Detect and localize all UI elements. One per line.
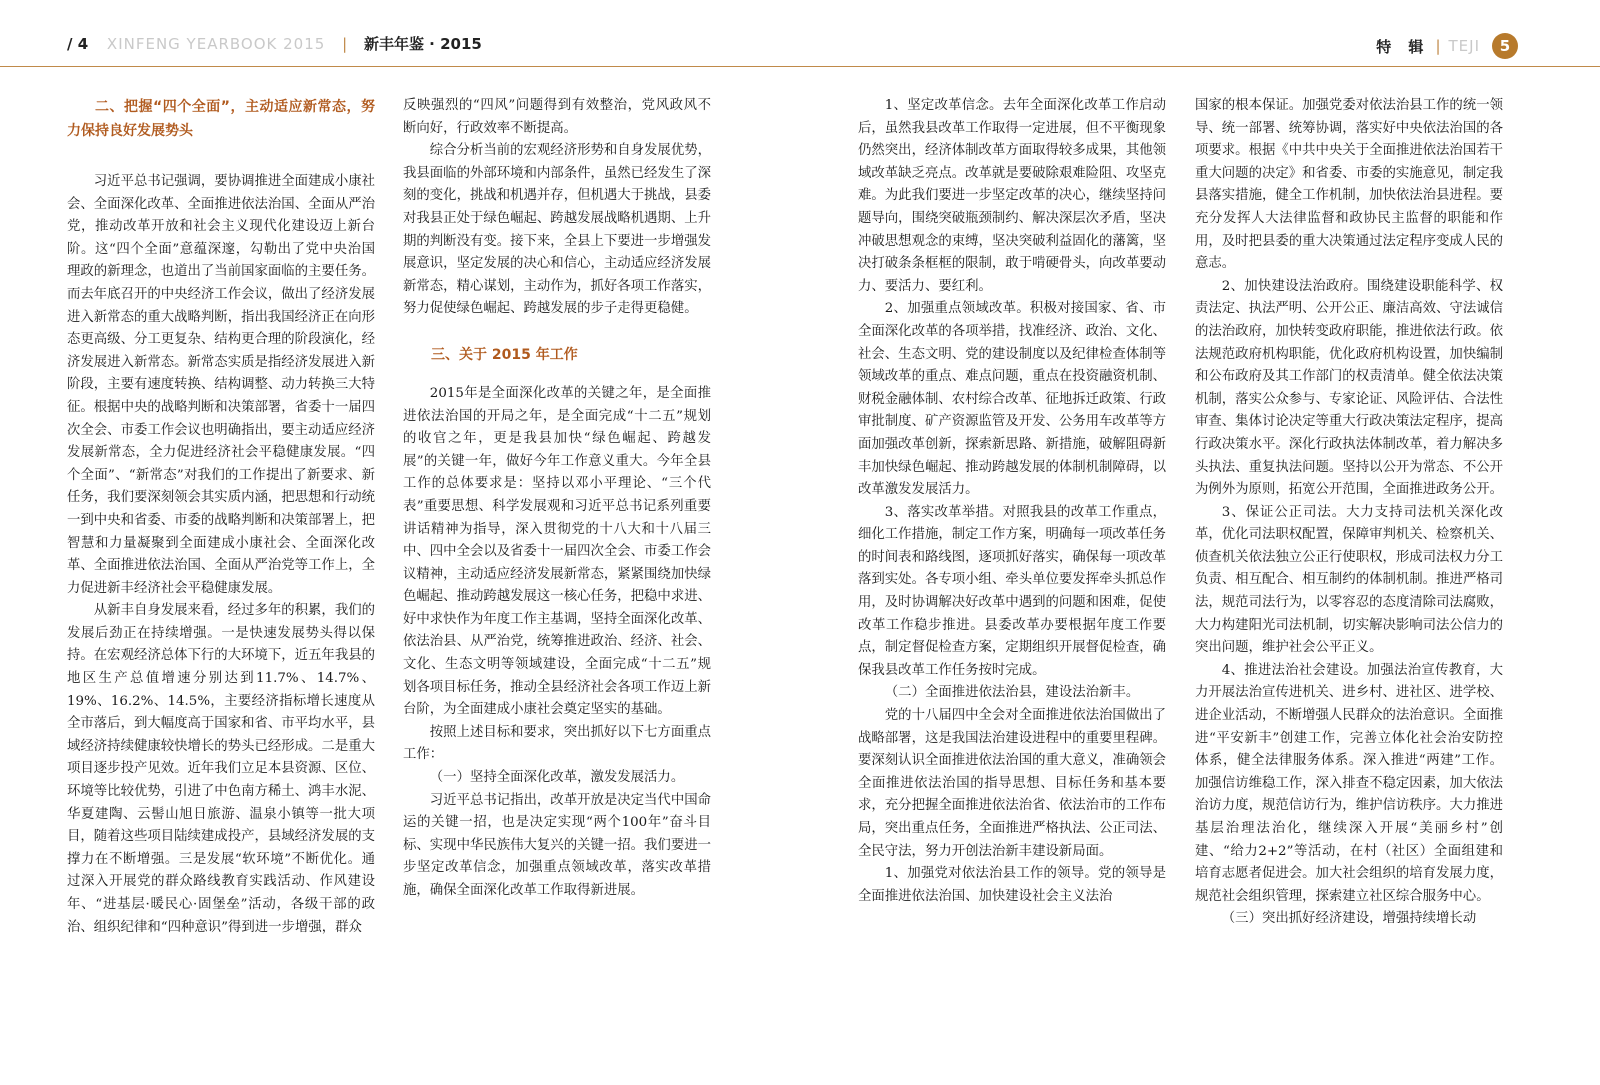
subheading: （一）坚持全面深化改革，激发发展活力。	[429, 770, 685, 786]
paragraph: 反映强烈的“四风”问题得到有效整治，党风政风不断向好，行政效率不断提高。	[403, 98, 711, 136]
column-2	[403, 95, 711, 1025]
paragraph: 1、坚定改革信念。去年全面深化改革工作启动后，虽然我县改革工作取得一定进展，但不平衡现象仍然突出，经济体制改革方面取得较多成果，其他领域改革缺乏亮点。改革就是要破除艰难险阻、攻坚克难。为此我们要进一步坚定改革的决心，继续坚持问题导向，围绕突破瓶颈制约、解决深层次矛盾，坚决冲破思想观念的束缚，坚决突破利益固化的藩篱，坚决打破条条框框的限制，敢于啃硬骨头，向改革要动力、要活力、要红利。	[858, 98, 1166, 294]
right-header-cn-title: 特 辑	[1376, 37, 1430, 56]
left-page-header	[67, 33, 482, 54]
paragraph: 2015年是全面深化改革的关键之年，是全面推进依法治国的开局之年，是全面完成“十二五”规划的收官之年，更是我县加快“绿色崛起、跨越发展”的关键一年，做好今年工作意义重大。今年全县工作的总体要求是：坚持以邓小平理论、“三个代表”重要思想、科学发展观和习近平总书记系列重要讲话精神为指导，深入贯彻党的十八大和十八届三中、四中全会以及省委十一届四次全会、市委工作会议精神，主动适应经济发展新常态，紧紧围绕加快绿色崛起、推动跨越发展这一核心任务，把稳中求进、好中求快作为年度工作主基调，坚持全面深化改革、依法治县、从严治党，统筹推进政治、经济、社会、文化、生态文明等领域建设，全面完成“十二五”规划各项目标任务，推动全县经济社会各项工作迈上新台阶，为全面建成小康社会奠定坚实的基础。	[403, 385, 711, 718]
section-2-heading: 二、把握“四个全面”，主动适应新常态，努力保持良好发展势头	[67, 99, 375, 139]
section-3-heading: 三、关于 2015 年工作	[431, 346, 578, 363]
paragraph: 党的十八届四中全会对全面推进依法治国做出了战略部署，这是我国法治建设进程中的重要里程碑。要深刻认识全面推进依法治国的重大意义，准确领会全面推进依法治国的指导思想、目标任务和基本要求，充分把握全面推进依法治省、依法治市的工作布局，突出重点任务，全面推进严格执法、公正司法、全民守法，努力开创法治新丰建设新局面。	[858, 708, 1166, 859]
paragraph: 国家的根本保证。加强党委对依法治县工作的统一领导、统一部署、统筹协调，落实好中央依法治国的各项要求。根据《中共中央关于全面推进依法治国若干重大问题的决定》和省委、市委的实施意见，制定我县落实措施，健全工作机制，加快依法治县进程。要充分发挥人大法律监督和政协民主监督的职能和作用，及时把县委的重大决策通过法定程序变成人民的意志。	[1195, 98, 1503, 272]
paragraph: 3、落实改革举措。对照我县的改革工作重点，细化工作措施，制定工作方案，明确每一项改革任务的时间表和路线图，逐项抓好落实，确保每一项改革落到实处。各专项小组、牵头单位要发挥牵头抓总作用，及时协调解决好改革中遇到的问题和困难，促使改革工作稳步推进。县委改革办要根据年度工作要点，制定督促检查方案，定期组织开展督促检查，确保我县改革工作任务按时完成。	[858, 504, 1166, 678]
right-page-number-badge: 5	[1492, 33, 1518, 59]
left-page-number: / 4	[67, 35, 89, 53]
paragraph: 习近平总书记指出，改革开放是决定当代中国命运的关键一招，也是决定实现“两个100年”奋斗目标、实现中华民族伟大复兴的关键一招。我们要进一步坚定改革信念，加强重点领域改革，落实改革措施，确保全面深化改革工作取得新进展。	[403, 792, 711, 898]
column-3	[858, 95, 1166, 1025]
paragraph: 2、加快建设法治政府。围绕建设职能科学、权责法定、执法严明、公开公正、廉洁高效、守法诚信的法治政府，加快转变政府职能，推进依法行政。依法规范政府机构职能，优化政府机构设置，加快编制和公布政府及其工作部门的权责清单。健全依法决策机制，落实公众参与、专家论证、风险评估、合法性审查、集体讨论决定等重大行政决策法定程序，提高行政决策水平。深化行政执法体制改革，着力解决多头执法、重复执法问题。坚持以公开为常态、不公开为例外为原则，拓宽公开范围，全面推进政务公开。	[1195, 278, 1503, 498]
paragraph: 1、加强党对依法治县工作的领导。党的领导是全面推进依法治国、加快建设社会主义法治	[858, 866, 1166, 904]
header-separator-right: |	[1435, 37, 1441, 55]
right-header-en-title: TEJI	[1448, 37, 1480, 55]
paragraph: 4、推进法治社会建设。加强法治宣传教育，大力开展法治宣传进机关、进乡村、进社区、进学校、进企业活动，不断增强人民群众的法治意识。全面推进“平安新丰”创建工作，完善立体化社会治安防控体系，健全法律服务体系。深入推进“两建”工作。加强信访维稳工作，深入排查不稳定因素，加大依法治访力度，规范信访行为，维护信访秩序。大力推进基层治理法治化，继续深入开展“美丽乡村”创建、“给力2+2”等活动，在村（社区）全面组建和培育志愿者促进会。加大社会组织的培育发展力度，规范社会组织管理，探索建立社区综合服务中心。	[1195, 662, 1503, 904]
subheading: （三）突出抓好经济建设，增强持续增长动	[1221, 911, 1477, 927]
paragraph: 综合分析当前的宏观经济形势和自身发展优势，我县面临的外部环境和内部条件，虽然已经发生了深刻的变化，挑战和机遇并存，但机遇大于挑战，县委对我县正处于绿色崛起、跨越发展战略机遇期、上升期的判断没有变。接下来，全县上下要进一步增强发展意识，坚定发展的决心和信心，主动适应经济发展新常态，精心谋划，主动作为，抓好各项工作落实，努力促使绿色崛起、跨越发展的步子走得更稳健。	[403, 143, 711, 317]
right-page-header	[1376, 33, 1518, 59]
paragraph: 2、加强重点领域改革。积极对接国家、省、市全面深化改革的各项举措，找准经济、政治、文化、社会、生态文明、党的建设制度以及纪律检查体制等领域改革的重点、难点问题，重点在投资融资机制、财税金融体制、农村综合改革、征地拆迁政策、行政审批制度、矿产资源监管及开发、公务用车改革等方面加强改革创新，探索新思路、新措施，破解阻碍新丰加快绿色崛起、推动跨越发展的体制机制障碍，以改革激发发展活力。	[858, 301, 1166, 498]
column-1	[67, 95, 375, 1025]
left-header-en-title: XINFENG YEARBOOK 2015	[106, 35, 326, 53]
left-header-cn-title: 新丰年鉴 · 2015	[363, 35, 482, 53]
header-rule	[0, 66, 1600, 67]
paragraph: 按照上述目标和要求，突出抓好以下七方面重点工作：	[403, 724, 711, 763]
paragraph: 从新丰自身发展来看，经过多年的积累，我们的发展后劲正在持续增强。一是快速发展势头得以保持。在宏观经济总体下行的大环境下，近五年我县的地区生产总值增速分别达到11.7%、14.7%、19%、16.2%、14.5%，主要经济指标增长速度从全市落后，到大幅度高于国家和省、市平均水平，县域经济持续健康较快增长的势头已经形成。二是重大项目逐步投产见效。近年我们立足本县资源、区位、环境等比较优势，引进了中色南方稀土、鸿丰水泥、华夏建陶、云髻山旭日旅游、温泉小镇等一批大项目，随着这些项目陆续建成投产，县域经济发展的支撑力在不断增强。三是发展“软环境”不断优化。通过深入开展党的群众路线教育实践活动、作风建设年、“进基层·暖民心·固堡垒”活动，各级干部的政治、组织纪律和“四种意识”得到进一步增强，群众	[67, 603, 375, 935]
header-separator-left: |	[342, 35, 348, 53]
paragraph: 3、保证公正司法。大力支持司法机关深化改革，优化司法职权配置，保障审判机关、检察机关、侦查机关依法独立公正行使职权，形成司法权力分工负责、相互配合、相互制约的体制机制。推进严格司法，规范司法行为，以零容忍的态度清除司法腐败，大力构建阳光司法机制，切实解决影响司法公信力的突出问题，维护社会公平正义。	[1195, 504, 1503, 656]
column-4	[1195, 95, 1503, 1025]
subheading: （二）全面推进依法治县，建设法治新丰。	[884, 685, 1140, 701]
paragraph: 习近平总书记强调，要协调推进全面建成小康社会、全面深化改革、全面推进依法治国、全面从严治党，推动改革开放和社会主义现代化建设迈上新台阶。这“四个全面”意蕴深邃，勾勒出了党中央治国理政的新理念，也道出了当前国家面临的主要任务。而去年底召开的中央经济工作会议，做出了经济发展进入新常态的重大战略判断，指出我国经济正在向形态更高级、分工更复杂、结构更合理的阶段演化，经济发展进入新常态。新常态实质是指经济发展进入新阶段，主要有速度转换、结构调整、动力转换三大特征。根据中央的战略判断和决策部署，省委十一届四次全会、市委工作会议也明确指出，要主动适应经济发展新常态，全力促进经济社会平稳健康发展。“四个全面”、“新常态”对我们的工作提出了新要求、新任务，我们要深刻领会其实质内涵，把思想和行动统一到中央和省委、市委的战略判断和决策部署上，把智慧和力量凝聚到全面建成小康社会、全面深化改革、全面推进依法治国、全面从严治党等工作上，全力促进新丰经济社会平稳健康发展。	[67, 174, 375, 596]
